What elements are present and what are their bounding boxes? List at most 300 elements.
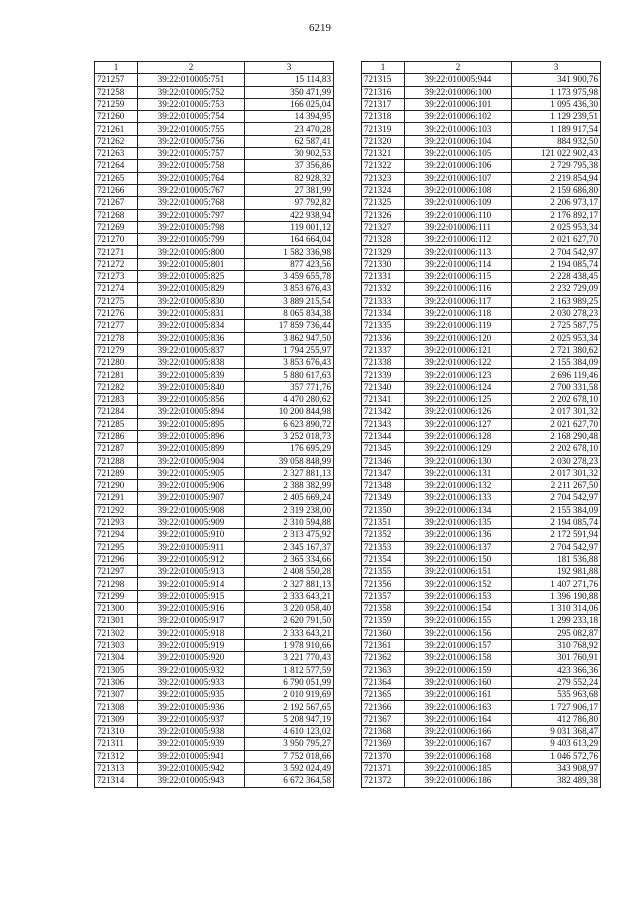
table-row <box>95 639 334 651</box>
row-number-cell: 721263 <box>95 148 138 160</box>
cadastral-number-cell: 39:22:010005:758 <box>138 160 245 172</box>
table-row <box>362 467 601 479</box>
cadastral-number-cell: 39:22:010005:751 <box>138 74 245 86</box>
cadastral-number-cell: 39:22:010006:115 <box>405 271 512 283</box>
row-number-cell: 721286 <box>95 430 138 442</box>
page-number: 6219 <box>309 22 331 34</box>
row-number-cell: 721311 <box>95 738 138 750</box>
cadastral-number-cell: 39:22:010006:130 <box>405 455 512 467</box>
value-cell: 2 388 382,99 <box>245 480 334 492</box>
table-row <box>362 676 601 688</box>
row-number-cell: 721340 <box>362 381 405 393</box>
table-row <box>362 209 601 221</box>
table-row <box>362 98 601 110</box>
table-row <box>362 578 601 590</box>
cadastral-number-cell: 39:22:010006:119 <box>405 320 512 332</box>
cadastral-number-cell: 39:22:010005:907 <box>138 492 245 504</box>
row-number-cell: 721360 <box>362 627 405 639</box>
table-row <box>362 627 601 639</box>
row-number-cell: 721280 <box>95 357 138 369</box>
value-cell: 1 046 572,76 <box>512 750 601 762</box>
value-cell: 3 862 947,50 <box>245 332 334 344</box>
table-row <box>362 455 601 467</box>
value-cell: 2 408 550,28 <box>245 566 334 578</box>
column-header-2: 2 <box>138 62 245 74</box>
cadastral-number-cell: 39:22:010005:799 <box>138 234 245 246</box>
cadastral-number-cell: 39:22:010006:108 <box>405 184 512 196</box>
registry-table-right <box>361 61 601 788</box>
value-cell: 2 168 290,48 <box>512 430 601 442</box>
table-row <box>362 516 601 528</box>
cadastral-number-cell: 39:22:010006:120 <box>405 332 512 344</box>
table-row <box>95 467 334 479</box>
table-row <box>362 443 601 455</box>
table-row <box>95 492 334 504</box>
row-number-cell: 721313 <box>95 762 138 774</box>
table-row <box>95 135 334 147</box>
value-cell: 27 381,99 <box>245 184 334 196</box>
row-number-cell: 721260 <box>95 111 138 123</box>
table-row <box>362 246 601 258</box>
table-row <box>362 406 601 418</box>
row-number-cell: 721292 <box>95 504 138 516</box>
row-number-cell: 721354 <box>362 553 405 565</box>
column-header-3: 3 <box>512 62 601 74</box>
table-row <box>95 676 334 688</box>
value-cell: 3 221 770,43 <box>245 652 334 664</box>
table-row <box>95 271 334 283</box>
cadastral-number-cell: 39:22:010005:939 <box>138 738 245 750</box>
table-row <box>95 172 334 184</box>
cadastral-number-cell: 39:22:010005:836 <box>138 332 245 344</box>
column-header-1: 1 <box>95 62 138 74</box>
row-number-cell: 721332 <box>362 283 405 295</box>
row-number-cell: 721296 <box>95 553 138 565</box>
value-cell: 2 725 587,75 <box>512 320 601 332</box>
value-cell: 2 696 119,46 <box>512 369 601 381</box>
table-row <box>95 344 334 356</box>
table-row <box>362 762 601 774</box>
row-number-cell: 721348 <box>362 480 405 492</box>
value-cell: 2 202 678,10 <box>512 443 601 455</box>
cadastral-number-cell: 39:22:010005:904 <box>138 455 245 467</box>
value-cell: 1 396 190,88 <box>512 590 601 602</box>
cadastral-number-cell: 39:22:010006:131 <box>405 467 512 479</box>
value-cell: 2 704 542,97 <box>512 246 601 258</box>
table-row <box>95 455 334 467</box>
value-cell: 2 163 989,25 <box>512 295 601 307</box>
table-row <box>362 394 601 406</box>
cadastral-number-cell: 39:22:010005:905 <box>138 467 245 479</box>
value-cell: 17 859 736,44 <box>245 320 334 332</box>
row-number-cell: 721342 <box>362 406 405 418</box>
cadastral-number-cell: 39:22:010006:167 <box>405 738 512 750</box>
value-cell: 14 394,95 <box>245 111 334 123</box>
cadastral-number-cell: 39:22:010005:916 <box>138 603 245 615</box>
row-number-cell: 721345 <box>362 443 405 455</box>
value-cell: 2 704 542,97 <box>512 492 601 504</box>
value-cell: 2 232 729,09 <box>512 283 601 295</box>
table-row <box>362 504 601 516</box>
row-number-cell: 721319 <box>362 123 405 135</box>
table-row <box>95 713 334 725</box>
value-cell: 2 159 686,80 <box>512 184 601 196</box>
table-row <box>362 492 601 504</box>
table-row <box>362 197 601 209</box>
cadastral-number-cell: 39:22:010006:132 <box>405 480 512 492</box>
value-cell: 1 727 906,17 <box>512 701 601 713</box>
table-row <box>95 86 334 98</box>
table-row <box>362 689 601 701</box>
value-cell: 192 981,88 <box>512 566 601 578</box>
value-cell: 2 721 380,62 <box>512 344 601 356</box>
row-number-cell: 721275 <box>95 295 138 307</box>
row-number-cell: 721278 <box>95 332 138 344</box>
row-number-cell: 721289 <box>95 467 138 479</box>
table-row <box>362 160 601 172</box>
cadastral-number-cell: 39:22:010005:798 <box>138 221 245 233</box>
value-cell: 301 760,91 <box>512 652 601 664</box>
cadastral-number-cell: 39:22:010005:752 <box>138 86 245 98</box>
cadastral-number-cell: 39:22:010006:118 <box>405 307 512 319</box>
table-row <box>362 123 601 135</box>
row-number-cell: 721321 <box>362 148 405 160</box>
cadastral-number-cell: 39:22:010005:825 <box>138 271 245 283</box>
value-cell: 3 459 655,78 <box>245 271 334 283</box>
value-cell: 1 299 233,18 <box>512 615 601 627</box>
row-number-cell: 721324 <box>362 184 405 196</box>
value-cell: 1 407 271,76 <box>512 578 601 590</box>
table-row <box>362 344 601 356</box>
value-cell: 2 155 384,09 <box>512 504 601 516</box>
cadastral-number-cell: 39:22:010006:110 <box>405 209 512 221</box>
cadastral-number-cell: 39:22:010006:129 <box>405 443 512 455</box>
table-row <box>362 148 601 160</box>
value-cell: 2 017 301,32 <box>512 467 601 479</box>
cadastral-number-cell: 39:22:010005:943 <box>138 775 245 787</box>
row-number-cell: 721322 <box>362 160 405 172</box>
table-row <box>95 480 334 492</box>
row-number-cell: 721302 <box>95 627 138 639</box>
cadastral-number-cell: 39:22:010006:114 <box>405 258 512 270</box>
value-cell: 2 704 542,97 <box>512 541 601 553</box>
row-number-cell: 721308 <box>95 701 138 713</box>
cadastral-number-cell: 39:22:010006:113 <box>405 246 512 258</box>
cadastral-number-cell: 39:22:010006:153 <box>405 590 512 602</box>
row-number-cell: 721336 <box>362 332 405 344</box>
value-cell: 2 319 238,00 <box>245 504 334 516</box>
cadastral-number-cell: 39:22:010006:137 <box>405 541 512 553</box>
row-number-cell: 721294 <box>95 529 138 541</box>
row-number-cell: 721365 <box>362 689 405 701</box>
value-cell: 5 208 947,19 <box>245 713 334 725</box>
table-row <box>95 234 334 246</box>
table-row <box>362 283 601 295</box>
row-number-cell: 721268 <box>95 209 138 221</box>
value-cell: 97 792,82 <box>245 197 334 209</box>
row-number-cell: 721304 <box>95 652 138 664</box>
table-row <box>362 652 601 664</box>
value-cell: 2 219 854,94 <box>512 172 601 184</box>
table-row <box>95 381 334 393</box>
table-row <box>362 553 601 565</box>
table-row <box>362 258 601 270</box>
table-row <box>362 726 601 738</box>
cadastral-number-cell: 39:22:010005:917 <box>138 615 245 627</box>
row-number-cell: 721330 <box>362 258 405 270</box>
cadastral-number-cell: 39:22:010006:168 <box>405 750 512 762</box>
row-number-cell: 721346 <box>362 455 405 467</box>
row-number-cell: 721326 <box>362 209 405 221</box>
value-cell: 2 620 791,50 <box>245 615 334 627</box>
row-number-cell: 721349 <box>362 492 405 504</box>
table-row <box>95 750 334 762</box>
value-cell: 176 695,29 <box>245 443 334 455</box>
table-row <box>95 184 334 196</box>
row-number-cell: 721318 <box>362 111 405 123</box>
value-cell: 1 812 577,59 <box>245 664 334 676</box>
row-number-cell: 721334 <box>362 307 405 319</box>
table-row <box>95 332 334 344</box>
cadastral-number-cell: 39:22:010006:106 <box>405 160 512 172</box>
value-cell: 2 202 678,10 <box>512 394 601 406</box>
value-cell: 422 938,94 <box>245 209 334 221</box>
value-cell: 2 345 167,37 <box>245 541 334 553</box>
table-row <box>95 74 334 86</box>
cadastral-number-cell: 39:22:010006:122 <box>405 357 512 369</box>
value-cell: 2 172 591,94 <box>512 529 601 541</box>
cadastral-number-cell: 39:22:010006:123 <box>405 369 512 381</box>
table-row <box>362 738 601 750</box>
row-number-cell: 721331 <box>362 271 405 283</box>
cadastral-number-cell: 39:22:010006:117 <box>405 295 512 307</box>
value-cell: 10 200 844,98 <box>245 406 334 418</box>
value-cell: 2 017 301,32 <box>512 406 601 418</box>
cadastral-number-cell: 39:22:010006:160 <box>405 676 512 688</box>
row-number-cell: 721325 <box>362 197 405 209</box>
cadastral-number-cell: 39:22:010006:128 <box>405 430 512 442</box>
row-number-cell: 721295 <box>95 541 138 553</box>
row-number-cell: 721314 <box>95 775 138 787</box>
row-number-cell: 721270 <box>95 234 138 246</box>
cadastral-number-cell: 39:22:010006:104 <box>405 135 512 147</box>
table-row <box>362 271 601 283</box>
row-number-cell: 721316 <box>362 86 405 98</box>
value-cell: 6 623 890,72 <box>245 418 334 430</box>
row-number-cell: 721362 <box>362 652 405 664</box>
value-cell: 1 173 975,98 <box>512 86 601 98</box>
table-row <box>362 307 601 319</box>
value-cell: 2 729 795,38 <box>512 160 601 172</box>
value-cell: 884 932,50 <box>512 135 601 147</box>
table-row <box>362 74 601 86</box>
table-row <box>362 590 601 602</box>
cadastral-number-cell: 39:22:010006:116 <box>405 283 512 295</box>
value-cell: 181 536,88 <box>512 553 601 565</box>
table-row <box>362 111 601 123</box>
table-row <box>362 430 601 442</box>
cadastral-number-cell: 39:22:010006:185 <box>405 762 512 774</box>
value-cell: 2 194 085,74 <box>512 258 601 270</box>
cadastral-number-cell: 39:22:010005:837 <box>138 344 245 356</box>
table-row <box>95 320 334 332</box>
cadastral-number-cell: 39:22:010005:918 <box>138 627 245 639</box>
value-cell: 2 206 973,17 <box>512 197 601 209</box>
cadastral-number-cell: 39:22:010005:856 <box>138 394 245 406</box>
table-row <box>362 357 601 369</box>
value-cell: 9 403 613,29 <box>512 738 601 750</box>
table-row <box>95 148 334 160</box>
cadastral-number-cell: 39:22:010005:910 <box>138 529 245 541</box>
table-row <box>95 652 334 664</box>
value-cell: 2 327 881,13 <box>245 467 334 479</box>
cadastral-number-cell: 39:22:010006:125 <box>405 394 512 406</box>
cadastral-number-cell: 39:22:010006:127 <box>405 418 512 430</box>
value-cell: 382 489,38 <box>512 775 601 787</box>
row-number-cell: 721359 <box>362 615 405 627</box>
value-cell: 3 950 795,27 <box>245 738 334 750</box>
table-row <box>362 615 601 627</box>
value-cell: 350 471,99 <box>245 86 334 98</box>
row-number-cell: 721310 <box>95 726 138 738</box>
row-number-cell: 721320 <box>362 135 405 147</box>
cadastral-number-cell: 39:22:010006:151 <box>405 566 512 578</box>
row-number-cell: 721297 <box>95 566 138 578</box>
value-cell: 39 058 848,99 <box>245 455 334 467</box>
value-cell: 1 095 436,30 <box>512 98 601 110</box>
cadastral-number-cell: 39:22:010005:830 <box>138 295 245 307</box>
table-header-row <box>95 62 334 74</box>
row-number-cell: 721347 <box>362 467 405 479</box>
cadastral-number-cell: 39:22:010005:942 <box>138 762 245 774</box>
cadastral-number-cell: 39:22:010005:914 <box>138 578 245 590</box>
cadastral-number-cell: 39:22:010005:895 <box>138 418 245 430</box>
value-cell: 2 700 331,58 <box>512 381 601 393</box>
row-number-cell: 721363 <box>362 664 405 676</box>
value-cell: 1 582 336,98 <box>245 246 334 258</box>
table-row <box>95 726 334 738</box>
cadastral-number-cell: 39:22:010005:757 <box>138 148 245 160</box>
value-cell: 2 333 643,21 <box>245 590 334 602</box>
cadastral-number-cell: 39:22:010006:163 <box>405 701 512 713</box>
table-row <box>362 369 601 381</box>
row-number-cell: 721272 <box>95 258 138 270</box>
row-number-cell: 721257 <box>95 74 138 86</box>
row-number-cell: 721341 <box>362 394 405 406</box>
table-row <box>362 234 601 246</box>
value-cell: 1 794 255,97 <box>245 344 334 356</box>
row-number-cell: 721355 <box>362 566 405 578</box>
table-row <box>95 221 334 233</box>
value-cell: 2 010 919,69 <box>245 689 334 701</box>
value-cell: 2 030 278,23 <box>512 455 601 467</box>
cadastral-number-cell: 39:22:010005:906 <box>138 480 245 492</box>
cadastral-number-cell: 39:22:010006:161 <box>405 689 512 701</box>
cadastral-number-cell: 39:22:010005:768 <box>138 197 245 209</box>
table-row <box>95 603 334 615</box>
row-number-cell: 721315 <box>362 74 405 86</box>
row-number-cell: 721352 <box>362 529 405 541</box>
row-number-cell: 721277 <box>95 320 138 332</box>
row-number-cell: 721333 <box>362 295 405 307</box>
row-number-cell: 721356 <box>362 578 405 590</box>
table-row <box>95 762 334 774</box>
cadastral-number-cell: 39:22:010006:152 <box>405 578 512 590</box>
table-row <box>362 775 601 787</box>
table-row <box>95 738 334 750</box>
cadastral-number-cell: 39:22:010006:109 <box>405 197 512 209</box>
cadastral-number-cell: 39:22:010005:915 <box>138 590 245 602</box>
table-row <box>95 701 334 713</box>
table-row <box>95 283 334 295</box>
row-number-cell: 721370 <box>362 750 405 762</box>
value-cell: 2 333 643,21 <box>245 627 334 639</box>
row-number-cell: 721274 <box>95 283 138 295</box>
table-row <box>362 184 601 196</box>
cadastral-number-cell: 39:22:010006:102 <box>405 111 512 123</box>
value-cell: 2 194 085,74 <box>512 516 601 528</box>
cadastral-number-cell: 39:22:010005:829 <box>138 283 245 295</box>
row-number-cell: 721372 <box>362 775 405 787</box>
table-row <box>362 86 601 98</box>
value-cell: 37 356,86 <box>245 160 334 172</box>
cadastral-number-cell: 39:22:010006:124 <box>405 381 512 393</box>
table-row <box>95 111 334 123</box>
table-row <box>362 332 601 344</box>
row-number-cell: 721271 <box>95 246 138 258</box>
row-number-cell: 721269 <box>95 221 138 233</box>
table-row <box>95 295 334 307</box>
row-number-cell: 721287 <box>95 443 138 455</box>
value-cell: 2 313 475,92 <box>245 529 334 541</box>
value-cell: 8 065 834,38 <box>245 307 334 319</box>
row-number-cell: 721328 <box>362 234 405 246</box>
value-cell: 2 025 953,34 <box>512 332 601 344</box>
cadastral-number-cell: 39:22:010005:840 <box>138 381 245 393</box>
table-row <box>95 258 334 270</box>
cadastral-number-cell: 39:22:010006:112 <box>405 234 512 246</box>
cadastral-number-cell: 39:22:010006:156 <box>405 627 512 639</box>
row-number-cell: 721291 <box>95 492 138 504</box>
row-number-cell: 721307 <box>95 689 138 701</box>
row-number-cell: 721299 <box>95 590 138 602</box>
cadastral-number-cell: 39:22:010006:133 <box>405 492 512 504</box>
table-row <box>95 504 334 516</box>
table-row <box>95 160 334 172</box>
value-cell: 357 771,76 <box>245 381 334 393</box>
table-row <box>362 418 601 430</box>
cadastral-number-cell: 39:22:010005:937 <box>138 713 245 725</box>
cadastral-number-cell: 39:22:010006:154 <box>405 603 512 615</box>
row-number-cell: 721300 <box>95 603 138 615</box>
row-number-cell: 721338 <box>362 357 405 369</box>
value-cell: 412 786,80 <box>512 713 601 725</box>
row-number-cell: 721284 <box>95 406 138 418</box>
value-cell: 2 365 334,66 <box>245 553 334 565</box>
cadastral-number-cell: 39:22:010005:909 <box>138 516 245 528</box>
value-cell: 119 001,12 <box>245 221 334 233</box>
value-cell: 2 192 567,65 <box>245 701 334 713</box>
row-number-cell: 721369 <box>362 738 405 750</box>
row-number-cell: 721344 <box>362 430 405 442</box>
row-number-cell: 721351 <box>362 516 405 528</box>
row-number-cell: 721309 <box>95 713 138 725</box>
row-number-cell: 721290 <box>95 480 138 492</box>
row-number-cell: 721335 <box>362 320 405 332</box>
cadastral-number-cell: 39:22:010006:107 <box>405 172 512 184</box>
row-number-cell: 721306 <box>95 676 138 688</box>
table-row <box>362 701 601 713</box>
